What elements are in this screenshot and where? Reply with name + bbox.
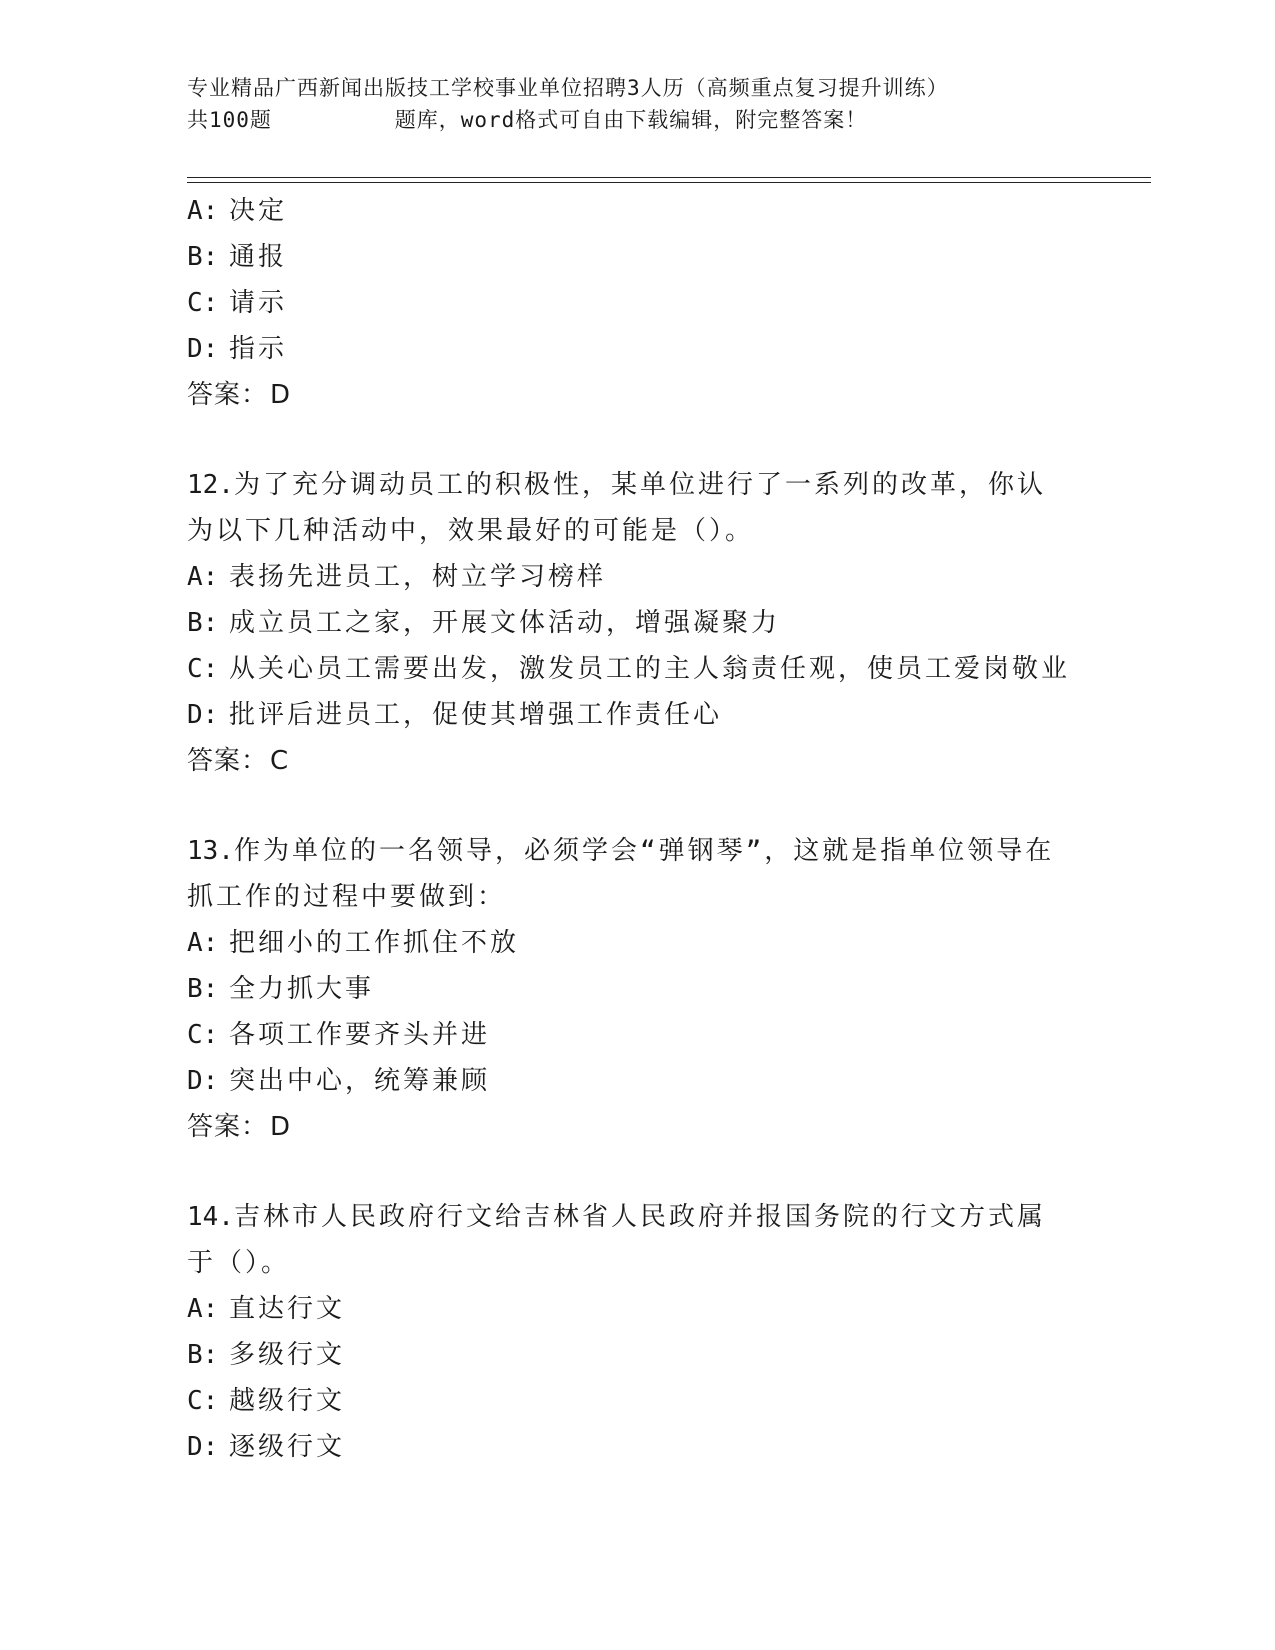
question-text xyxy=(187,1194,1067,1286)
option-label: A: xyxy=(187,1294,219,1324)
option-d xyxy=(187,1058,1087,1104)
question-body: 为了充分调动员工的积极性，某单位进行了一系列的改革，你认为以下几种活动中，效果最好的可能是（）。 xyxy=(187,470,1046,546)
option-a xyxy=(187,554,1087,600)
option-label: D: xyxy=(187,1432,219,1462)
option-label: C: xyxy=(187,1020,219,1050)
option-d xyxy=(187,326,1087,372)
answer-value: D xyxy=(270,380,292,410)
question-number: 12. xyxy=(187,470,234,500)
answer-value: C xyxy=(270,746,290,776)
option-text: 直达行文 xyxy=(229,1294,346,1324)
option-b xyxy=(187,600,1087,646)
header-subtitle-line: 共100题 题库，word格式可自由下载编辑，附完整答案！ xyxy=(187,108,868,132)
option-label: A: xyxy=(187,928,219,958)
option-text: 把细小的工作抓住不放 xyxy=(229,928,520,958)
option-text: 越级行文 xyxy=(229,1386,346,1416)
option-text: 全力抓大事 xyxy=(229,974,375,1004)
option-b xyxy=(187,234,1087,280)
option-label: C: xyxy=(187,288,219,318)
header-rule-bottom xyxy=(187,182,1151,183)
option-text: 突出中心，统筹兼顾 xyxy=(229,1066,491,1096)
question-11-continued xyxy=(187,188,1087,418)
answer-label: 答案： xyxy=(187,380,269,410)
answer-label: 答案： xyxy=(187,746,269,776)
option-label: C: xyxy=(187,654,219,684)
option-text: 从关心员工需要出发，激发员工的主人翁责任观，使员工爱岗敬业 xyxy=(229,654,1071,684)
option-text: 决定 xyxy=(229,196,288,226)
question-list xyxy=(187,188,1087,1470)
option-text: 通报 xyxy=(229,242,288,272)
option-c xyxy=(187,646,1087,692)
question-body: 作为单位的一名领导，必须学会“弹钢琴”，这就是指单位领导在抓工作的过程中要做到： xyxy=(187,836,1055,912)
header-title-line: 专业精品广西新闻出版技工学校事业单位招聘3人历（高频重点复习提升训练） xyxy=(187,76,949,100)
question-14 xyxy=(187,1194,1087,1470)
option-label: B: xyxy=(187,242,219,272)
option-text: 逐级行文 xyxy=(229,1432,346,1462)
option-text: 多级行文 xyxy=(229,1340,346,1370)
option-b xyxy=(187,966,1087,1012)
option-label: A: xyxy=(187,562,219,592)
question-13 xyxy=(187,828,1087,1150)
option-label: B: xyxy=(187,1340,219,1370)
option-label: A: xyxy=(187,196,219,226)
answer-value: D xyxy=(270,1112,292,1142)
option-text: 各项工作要齐头并进 xyxy=(229,1020,491,1050)
option-c xyxy=(187,1012,1087,1058)
option-a xyxy=(187,188,1087,234)
option-c xyxy=(187,280,1087,326)
option-label: D: xyxy=(187,334,219,364)
header-rule-top xyxy=(187,177,1151,178)
option-a xyxy=(187,1286,1087,1332)
answer-line xyxy=(187,738,1087,784)
document-header xyxy=(187,72,1087,136)
option-text: 批评后进员工，促使其增强工作责任心 xyxy=(229,700,723,730)
option-text: 表扬先进员工，树立学习榜样 xyxy=(229,562,607,592)
option-text: 请示 xyxy=(229,288,288,318)
question-number: 14. xyxy=(187,1202,234,1232)
answer-line xyxy=(187,1104,1087,1150)
option-label: D: xyxy=(187,1066,219,1096)
option-b xyxy=(187,1332,1087,1378)
question-text xyxy=(187,462,1067,554)
option-label: D: xyxy=(187,700,219,730)
option-d xyxy=(187,692,1087,738)
question-number: 13. xyxy=(187,836,234,866)
option-text: 成立员工之家，开展文体活动，增强凝聚力 xyxy=(229,608,781,638)
answer-line xyxy=(187,372,1087,418)
option-c xyxy=(187,1378,1087,1424)
question-text xyxy=(187,828,1067,920)
question-body: 吉林市人民政府行文给吉林省人民政府并报国务院的行文方式属于（）。 xyxy=(187,1202,1046,1278)
answer-label: 答案： xyxy=(187,1112,269,1142)
option-label: B: xyxy=(187,974,219,1004)
option-d xyxy=(187,1424,1087,1470)
question-12 xyxy=(187,462,1087,784)
option-label: B: xyxy=(187,608,219,638)
option-label: C: xyxy=(187,1386,219,1416)
option-text: 指示 xyxy=(229,334,288,364)
option-a xyxy=(187,920,1087,966)
